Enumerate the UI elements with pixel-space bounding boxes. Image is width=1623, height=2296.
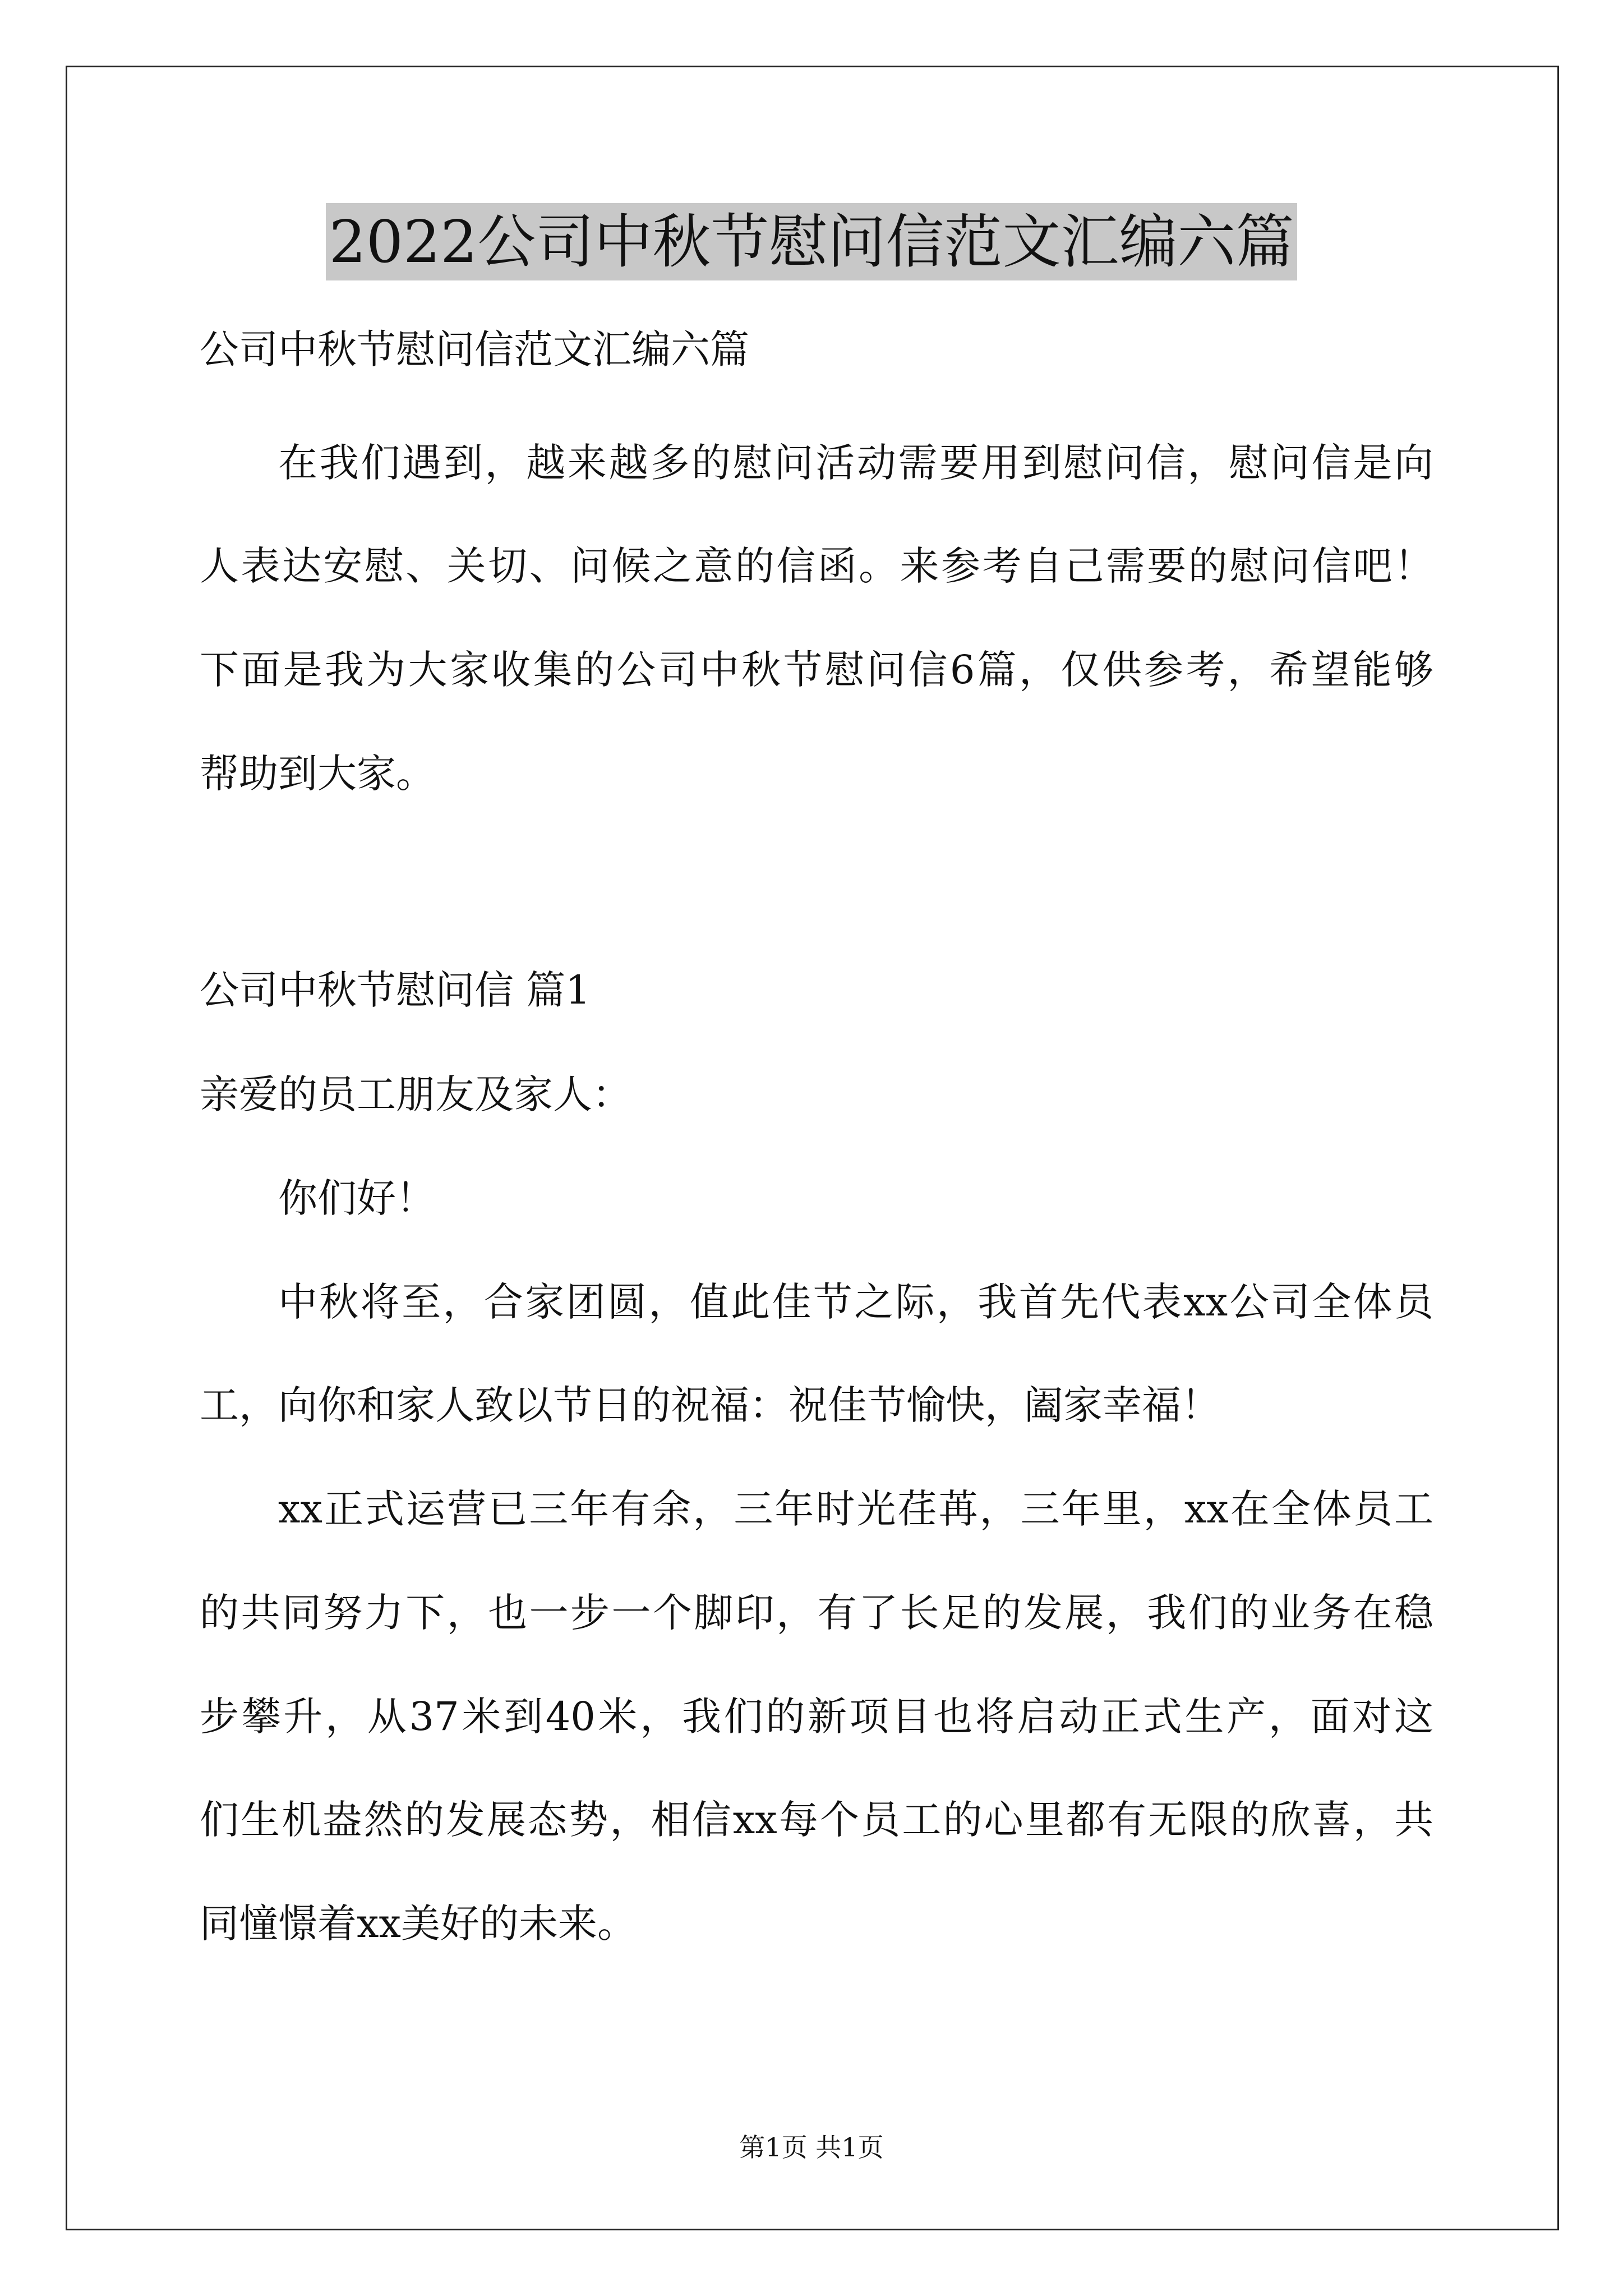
paragraph-line: 的共同努力下，也一步一个脚印，有了长足的发展，我们的业务在稳	[200, 1590, 1433, 1636]
greeting-line: 你们好！	[278, 1175, 435, 1221]
paragraph-line: 在我们遇到，越来越多的慰问活动需要用到慰问信，慰问信是向	[278, 440, 1433, 486]
paragraph-line: 们生机盎然的发展态势，相信xx每个员工的心里都有无限的欣喜，共	[200, 1797, 1433, 1843]
page-footer: 第1页 共1页	[739, 2132, 884, 2162]
paragraph-line: 同憧憬着xx美好的未来。	[200, 1901, 637, 1947]
paragraph-line: 人表达安慰、关切、问候之意的信函。来参考自己需要的慰问信吧！	[200, 543, 1433, 589]
paragraph-line: 工，向你和家人致以节日的祝福：祝佳节愉快，阖家幸福！	[200, 1382, 1220, 1428]
paragraph-line: 步攀升，从37米到40米，我们的新项目也将启动正式生产，面对这	[200, 1694, 1433, 1740]
subtitle-line: 公司中秋节慰问信范文汇编六篇	[200, 326, 749, 372]
title-container	[0, 203, 1623, 280]
document-title: 2022公司中秋节慰问信范文汇编六篇	[326, 203, 1298, 280]
paragraph-line: xx正式运营已三年有余，三年时光荏苒，三年里，xx在全体员工	[278, 1486, 1433, 1532]
paragraph-line: 下面是我为大家收集的公司中秋节慰问信6篇，仅供参考，希望能够	[200, 647, 1433, 693]
paragraph-line: 中秋将至，合家团圆，值此佳节之际，我首先代表xx公司全体员	[278, 1279, 1433, 1325]
salutation-line: 亲爱的员工朋友及家人：	[200, 1071, 631, 1117]
paragraph-line: 帮助到大家。	[200, 751, 435, 797]
section-heading: 公司中秋节慰问信 篇1	[200, 967, 591, 1013]
